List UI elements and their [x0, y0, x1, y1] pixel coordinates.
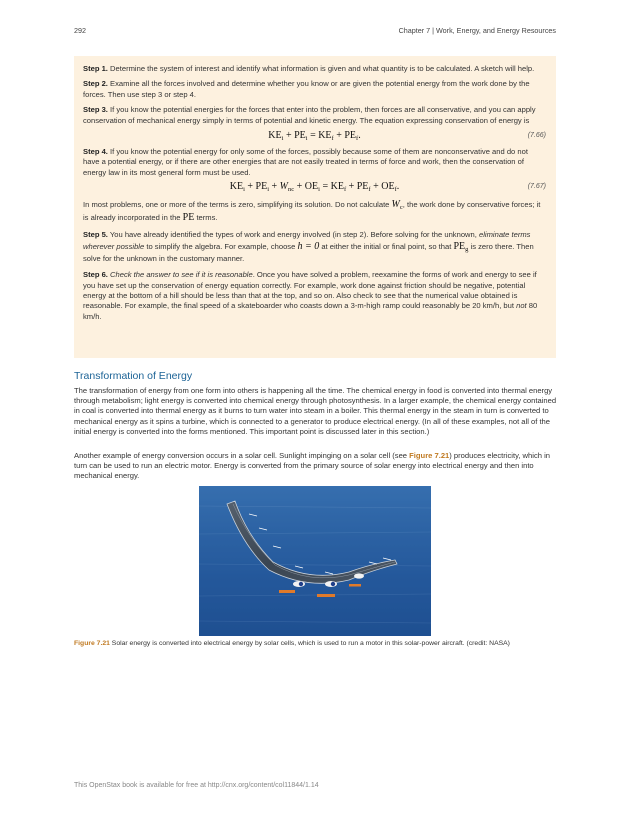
page-footer: This OpenStax book is available for free at http://cnx.org/content/col11844/1.14: [74, 782, 319, 789]
solar-aircraft-photo: [199, 486, 431, 636]
figure-7-21-link[interactable]: Figure 7.21: [409, 451, 450, 460]
page-number: 292: [74, 26, 86, 35]
caption-text: Solar energy is converted into electrical energy by solar cells, which is used to run a motor in this solar-power aircraft. (credit: NASA): [111, 640, 510, 647]
solar-aircraft-illustration: [199, 486, 431, 636]
paragraph-1: The transformation of energy from one form into others is happening all the time. The chemical energy in food is converted into thermal energy through metabolism; light energy is converted into chemical energy through photosynthesis. In a larger example, the chemical energy contained in coal is converted into thermal energy as it burns to turn water into steam in a boiler. This thermal energy in the steam in turn is converted to mechanical energy as it spins a turbine, which is connected to a generator to produce electrical energy. (In all of these examples, not all of the initial energy is converted into the forms mentioned. This important point is discussed later in this section.): [74, 386, 557, 436]
problem-solving-strategy-box: [74, 56, 556, 358]
equation-7-67: $KE_i + PE_i + W_{nc} + OE_i = KE_f + PE_f + OE_f$. (7.67): [229, 181, 546, 194]
step-3: Step 3. If you know the potential energies for the forces that enter into the problem, then forces are all conservative, and you can apply conservation of mechanical energy simply in terms of potential and kinetic energy. The equation expressing conservation of energy is: [83, 105, 536, 125]
section-title: Transformation of Energy: [74, 370, 193, 382]
equation-7-66: $KE_i + PE_i = KE_f + PE_f$. (7.66): [268, 130, 546, 143]
step-5: Step 5. You have already identified the types of work and energy involved (in step 2). Before solving for the unknown, eliminate terms wherever possible to simplify the algebra. For example, choose h = 0 at either the initial or final point, so that $PE_g$ is zero there. Then solve for the unknown in the customary manner.: [83, 230, 534, 264]
step-6: Step 6. Check the answer to see if it is reasonable. Once you have solved a problem, reexamine the forms of work and energy to see if you have set up the conservation of energy equation correctly. For example, work done against friction should be negative, potential energy at the bottom of a hill should be less than that at the top, and so on. Also check to see that the numerical value obtained is reasonable. For example, the final speed of a skateboarder who coasts down a 3-m-high ramp could reasonably be 20 km/h, but not 80 km/h.: [83, 270, 538, 321]
figure-caption: [74, 640, 564, 647]
figure-label: Figure 7.21: [74, 640, 110, 647]
equation-number: (7.66): [527, 132, 546, 140]
step-2: Step 2. Examine all the forces involved and determine whether you know or are given the potential energy from the work done by the forces. Then use step 3 or step 4.: [83, 79, 530, 99]
step-4: Step 4. If you know the potential energy for only some of the forces, possibly because some of them are nonconservative and do not have a potential energy, or if there are other energies that are not easily treated in terms of force and work, then the conservation of energy law in its most general form must be used.: [83, 147, 528, 177]
equation-number: (7.67): [527, 183, 546, 191]
step-1: Step 1. Determine the system of interest and identify what information is given and what quantity is to be calculated. A sketch will help.: [83, 64, 535, 73]
chapter-title: Chapter 7 | Work, Energy, and Energy Resources: [398, 26, 556, 35]
step-4-note: In most problems, one or more of the terms is zero, simplifying its solution. Do not calculate $W_c$, the work done by conservative forces; it is already incorporated in the PE terms.: [83, 199, 541, 224]
paragraph-2: Another example of energy conversion occurs in a solar cell. Sunlight impinging on a solar cell (see Figure 7.21) produces electricity, which in turn can be used to run an electric motor. Energy is converted from the primary source of solar energy into electrical energy and then into mechanical energy.: [74, 451, 550, 481]
